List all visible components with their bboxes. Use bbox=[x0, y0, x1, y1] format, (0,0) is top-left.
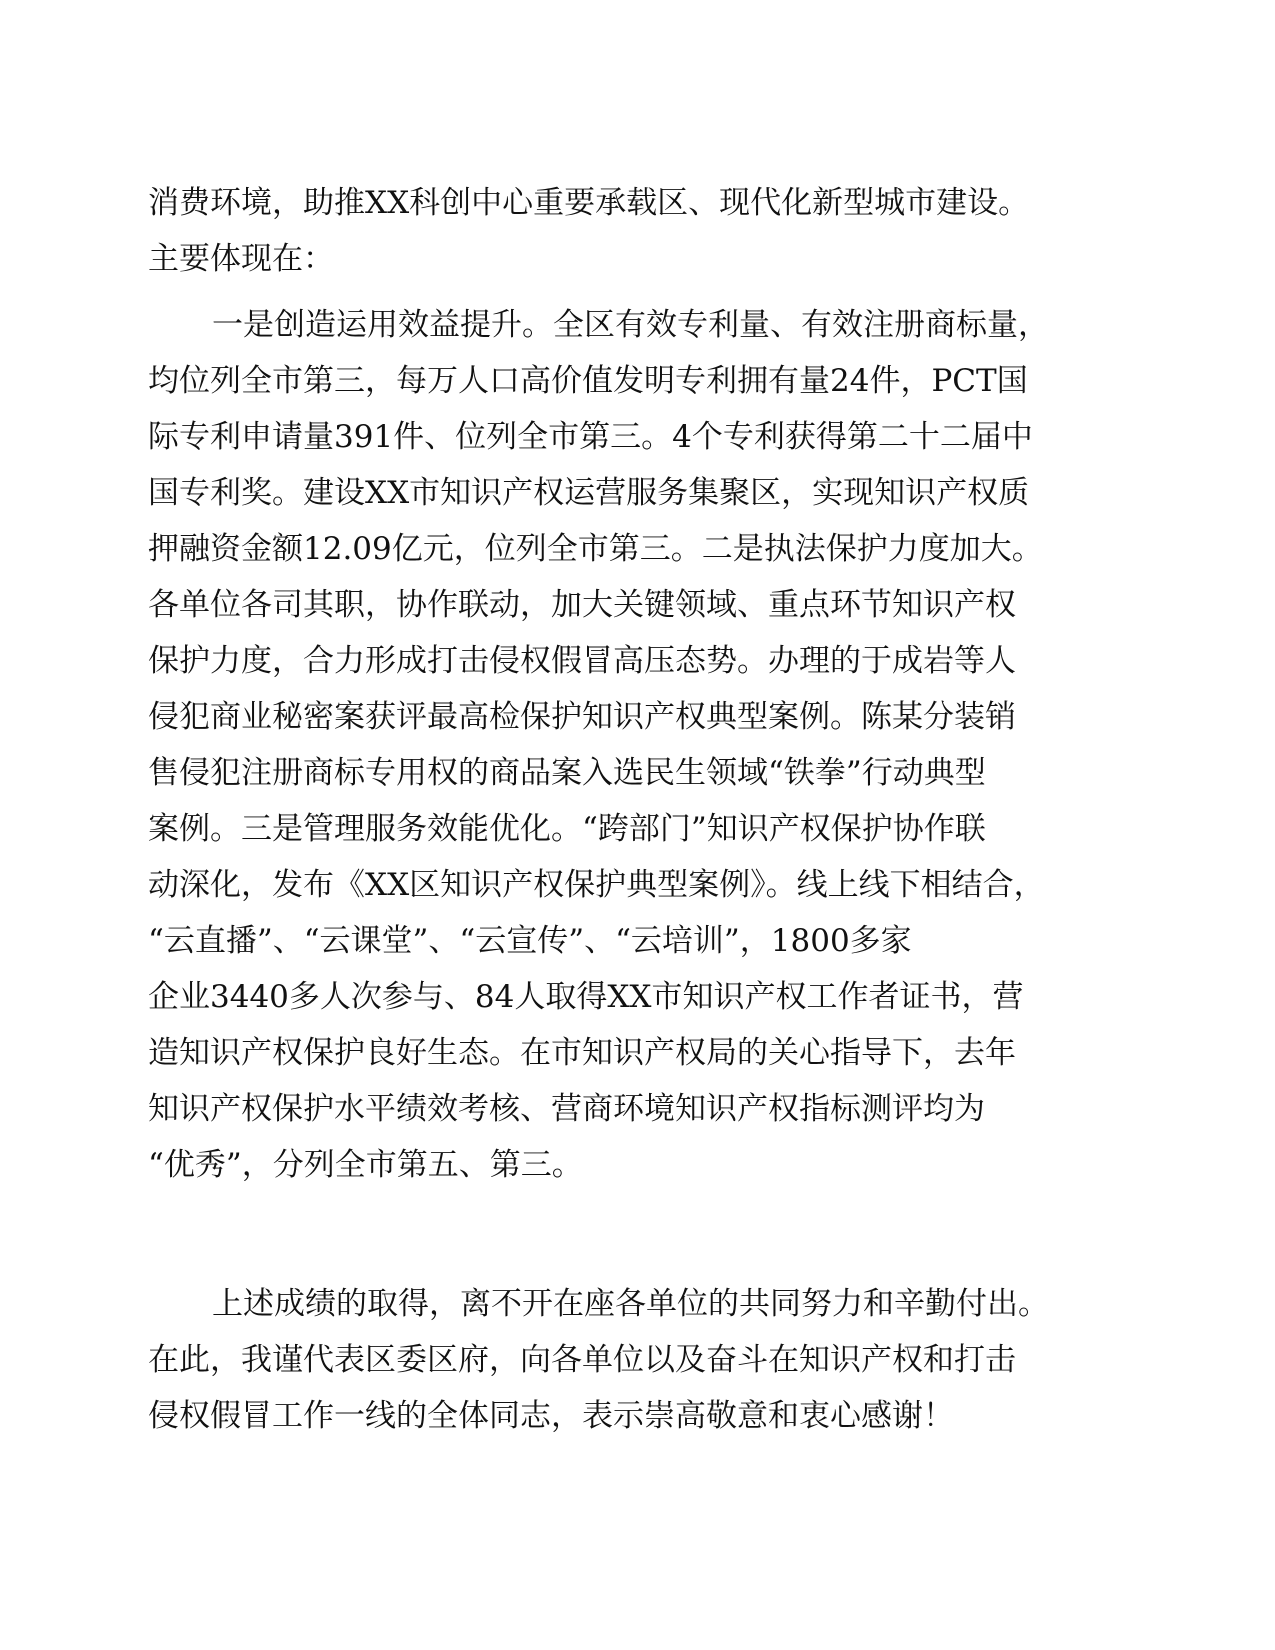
text-line: 国专利奖。建设XX市知识产权运营服务集聚区，实现知识产权质 bbox=[148, 475, 1030, 511]
text-line: 售侵犯注册商标专用权的商品案入选民生领域“铁拳”行动典型 bbox=[148, 755, 986, 791]
text-line: 押融资金额12.09亿元，位列全市第三。二是执法保护力度加大。 bbox=[148, 531, 1043, 567]
text-line: 知识产权保护水平绩效考核、营商环境知识产权指标测评均为 bbox=[148, 1091, 985, 1127]
text-line: 造知识产权保护良好生态。在市知识产权局的关心指导下，去年 bbox=[148, 1035, 1016, 1071]
text-line: 侵犯商业秘密案获评最高检保护知识产权典型案例。陈某分装销 bbox=[148, 699, 1016, 735]
text-line: 侵权假冒工作一线的全体同志，表示崇高敬意和衷心感谢！ bbox=[148, 1398, 954, 1434]
text-line: 均位列全市第三，每万人口高价值发明专利拥有量24件，PCT国 bbox=[148, 363, 1028, 399]
text-line: 在此，我谨代表区委区府，向各单位以及奋斗在知识产权和打击 bbox=[148, 1342, 1016, 1378]
text-line: 主要体现在： bbox=[148, 241, 334, 277]
text-line: 上述成绩的取得，离不开在座各单位的共同努力和辛勤付出。 bbox=[212, 1286, 1049, 1322]
text-line: 案例。三是管理服务效能优化。“跨部门”知识产权保护协作联 bbox=[148, 811, 986, 847]
text-line: 各单位各司其职，协作联动，加大关键领域、重点环节知识产权 bbox=[148, 587, 1016, 623]
text-line bbox=[148, 1193, 1068, 1249]
text-line: 消费环境，助推XX科创中心重要承载区、现代化新型城市建设。 bbox=[148, 185, 1030, 221]
text-line: 企业3440多人次参与、84人取得XX市知识产权工作者证书，营 bbox=[148, 979, 1024, 1015]
text-line: “云直播”、“云课堂”、“云宣传”、“云培训”，1800多家 bbox=[148, 923, 912, 959]
text-line: 际专利申请量391件、位列全市第三。4个专利获得第二十二届中 bbox=[148, 419, 1033, 455]
text-line: “优秀”，分列全市第五、第三。 bbox=[148, 1147, 583, 1183]
text-line: 动深化，发布《XX区知识产权保护典型案例》。线上线下相结合， bbox=[148, 867, 1045, 903]
text-line: 一是创造运用效益提升。全区有效专利量、有效注册商标量， bbox=[212, 307, 1049, 343]
text-line: 保护力度，合力形成打击侵权假冒高压态势。办理的于成岩等人 bbox=[148, 643, 1016, 679]
